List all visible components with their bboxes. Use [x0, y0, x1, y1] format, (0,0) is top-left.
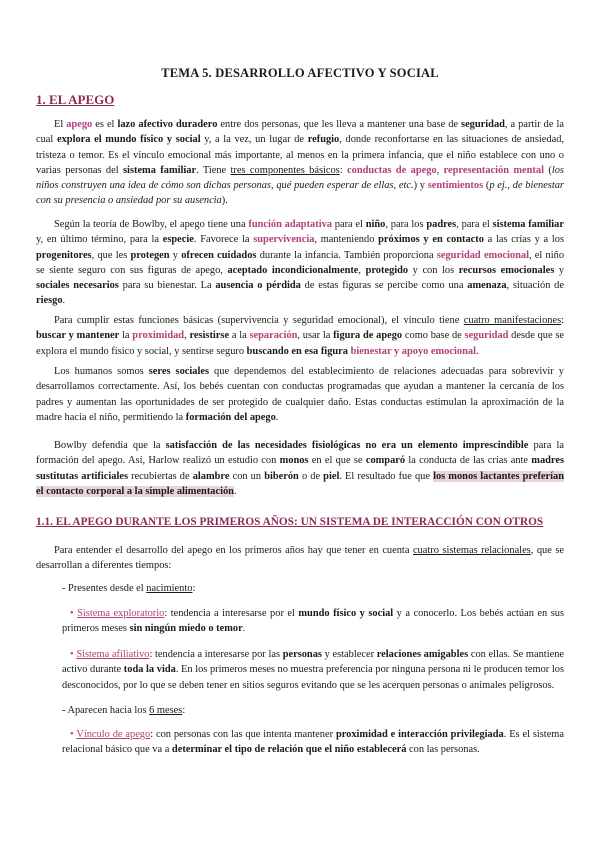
paragraph-social-beings: Los humanos somos seres sociales que dependemos del establecimiento de relaciones adecuadas para sobrevivir y desarrollamos correctamente. Así, los bebés cuentan con conductas programadas que ayudan a mantener la cercanía de los padres y aumentan las oportunidades de ser protegido de cualquier daño. Estas conductas estimulan la aproximación de la madre hacia el niño, permitiendo la formación del apego.	[36, 366, 564, 423]
list-item-attachment-bond: • Vínculo de apego: con personas con las que intenta mantener proximidad e interacción privilegiada. Es el sistema relacional básico que va a determinar el tipo de relación que el niño establecerá con las personas.	[62, 729, 565, 756]
paragraph-relational-systems: Para entender el desarrollo del apego en los primeros años hay que tener en cuenta cuatro sistemas relacionales, que se desarrollan a diferentes tiempos:	[36, 545, 564, 572]
bullet-icon: •	[70, 649, 74, 660]
paragraph-bowlby-theory: Según la teoría de Bowlby, el apego tiene una función adaptativa para el niño, para los padres, para el sistema familiar y, en último término, para la especie. Favorece la supervivencia, manteniendo próximos y en contacto a las crías y a los progenitores, que les protegen y ofrecen cuidados durante la infancia. También proporciona seguridad emocional, el niño se siente seguro con sus figuras de apego, aceptado incondicionalmente, protegido y con los recursos emocionales y sociales necesarios para su bienestar. La ausencia o pérdida de estas figuras se percibe como una amenaza, situación de riesgo.	[36, 219, 565, 307]
document-title: TEMA 5. DESARROLLO AFECTIVO Y SOCIAL	[161, 66, 439, 80]
list-heading-six-months: - Aparecen hacia los 6 meses:	[62, 705, 186, 716]
paragraph-apego-definition: El apego es el lazo afectivo duradero entre dos personas, que les lleva a mantener una base de seguridad, a partir de la cual explora el mundo físico y social y, a la vez, un lugar de refugio, donde reconfortarse en las situaciones de ansiedad, tristeza o temor. Es el vínculo emocional más importante, al menos en la primera infancia, que el niño establece con uno o varias personas del sistema familiar. Tiene tres componentes básicos: conductas de apego, representación mental (los niños construyen una idea de cómo son dichas personas, qué pueden esperar de ellas, etc.) y sentimientos (p ej., de bienestar con su presencia o ansiedad por su ausencia).	[36, 119, 565, 207]
paragraph-manifestations: Para cumplir estas funciones básicas (supervivencia y seguridad emocional), el vínculo tiene cuatro manifestaciones: buscar y mantener la proximidad, resistirse a la separación, usar la figura de apego como base de seguridad desde que se explora el mundo físico y social, y sentirse seguro buscando en esa figura bienestar y apoyo emocional.	[36, 315, 565, 357]
bullet-icon: •	[70, 608, 74, 619]
paragraph-harlow-study: Bowlby defendía que la satisfacción de las necesidades fisiológicas no era un elemento imprescindible para la formación del apego. Así, Harlow realizó un estudio con monos en el que se comparó la conducta de las crías ante madres sustitutas artificiales recubiertas de alambre con un biberón o de piel. El resultado fue que los monos lactantes preferían el contacto corporal a la simple alimentación.	[36, 440, 565, 497]
bullet-icon: •	[70, 729, 74, 740]
list-item-exploratory-system: • Sistema exploratorio: tendencia a interesarse por el mundo físico y social y a conocerlo. Los bebés actúan en sus primeros meses sin ningún miedo o temor.	[62, 608, 564, 635]
section-heading-early-years: 1.1. EL APEGO DURANTE LOS PRIMEROS AÑOS: UN SISTEMA DE INTERACCIÓN CON OTROS	[36, 516, 544, 528]
section-heading-apego: 1. EL APEGO	[36, 92, 115, 107]
list-heading-birth: - Presentes desde el nacimiento:	[62, 583, 196, 594]
list-item-affiliative-system: • Sistema afiliativo: tendencia a interesarse por las personas y establecer relaciones amigables con ellas. Se mantiene activo durante toda la vida. En los primeros meses no muestra preferencia por ninguna persona ni le producen temor los desconocidos, por lo que se deben tener en sitios seguros evitando que se les acerquen personas o animales peligrosos.	[62, 649, 564, 691]
